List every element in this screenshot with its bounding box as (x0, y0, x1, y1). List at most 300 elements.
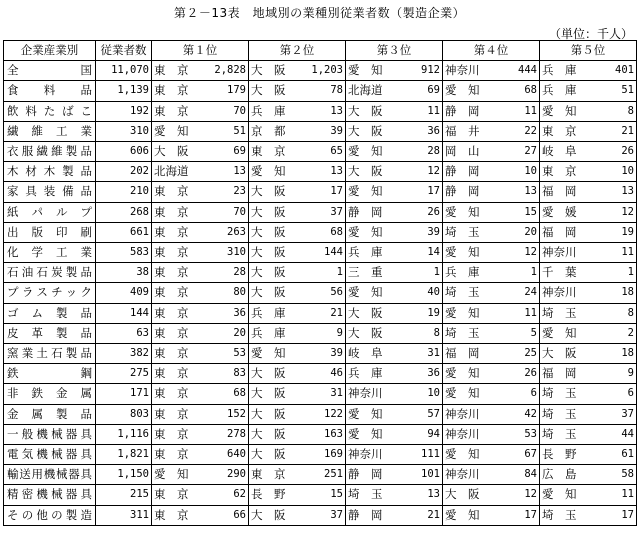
rank2-prefecture-cell: 長 野 (249, 485, 301, 505)
rank3-value-cell: 36 (398, 121, 443, 141)
employees-cell: 215 (96, 485, 152, 505)
rank2-prefecture-cell: 兵 庫 (249, 303, 301, 323)
rank5-prefecture-cell: 広 島 (540, 465, 592, 485)
rank4-value-cell: 20 (495, 222, 540, 242)
rank3-prefecture-cell: 静 岡 (346, 505, 398, 525)
table-row (4, 61, 637, 81)
rank5-prefecture-cell: 愛 知 (540, 323, 592, 343)
rank3-value-cell: 13 (398, 485, 443, 505)
rank4-prefecture-cell: 兵 庫 (443, 263, 495, 283)
rank1-prefecture-cell: 東 京 (152, 243, 204, 263)
table-row (4, 344, 637, 364)
rank3-prefecture-cell: 三 重 (346, 263, 398, 283)
table-row (4, 424, 637, 444)
table-row (4, 404, 637, 424)
rank4-prefecture-cell: 神奈川 (443, 424, 495, 444)
rank1-prefecture-cell: 東 京 (152, 182, 204, 202)
rank2-value-cell: 21 (301, 303, 346, 323)
rank1-value-cell: 263 (204, 222, 249, 242)
rank2-prefecture-cell: 大 阪 (249, 202, 301, 222)
table-row (4, 445, 637, 465)
rank2-prefecture-cell: 大 阪 (249, 263, 301, 283)
rank5-value-cell: 1 (592, 263, 637, 283)
rank1-prefecture-cell: 東 京 (152, 283, 204, 303)
rank5-value-cell: 21 (592, 121, 637, 141)
employees-cell: 1,150 (96, 465, 152, 485)
rank2-prefecture-cell: 大 阪 (249, 404, 301, 424)
rank4-prefecture-cell: 愛 知 (443, 202, 495, 222)
rank1-prefecture-cell: 東 京 (152, 505, 204, 525)
employees-cell: 409 (96, 283, 152, 303)
rank1-prefecture-cell: 東 京 (152, 222, 204, 242)
rank2-value-cell: 13 (301, 162, 346, 182)
rank3-value-cell: 69 (398, 81, 443, 101)
rank1-value-cell: 290 (204, 465, 249, 485)
employees-cell: 803 (96, 404, 152, 424)
rank4-value-cell: 53 (495, 424, 540, 444)
rank5-value-cell: 58 (592, 465, 637, 485)
table-row (4, 465, 637, 485)
rank2-value-cell: 9 (301, 323, 346, 343)
rank3-value-cell: 8 (398, 323, 443, 343)
rank4-prefecture-cell: 愛 知 (443, 505, 495, 525)
table-title: 第２－13表 地域別の業種別従業者数（製造企業） (173, 6, 466, 20)
rank1-prefecture-cell: 東 京 (152, 263, 204, 283)
rank5-prefecture-cell: 兵 庫 (540, 81, 592, 101)
rank3-prefecture-cell: 愛 知 (346, 424, 398, 444)
rank4-value-cell: 68 (495, 81, 540, 101)
rank1-prefecture-cell: 北海道 (152, 162, 204, 182)
header-rank1: 第１位 (152, 41, 249, 61)
industry-cell: 飲料たばこ (4, 101, 96, 121)
rank2-prefecture-cell: 愛 知 (249, 344, 301, 364)
industry-cell: 食料品 (4, 81, 96, 101)
employees-cell: 1,139 (96, 81, 152, 101)
rank1-prefecture-cell: 東 京 (152, 323, 204, 343)
rank3-value-cell: 28 (398, 142, 443, 162)
rank3-prefecture-cell: 静 岡 (346, 202, 398, 222)
industry-cell: 衣服繊維製品 (4, 142, 96, 162)
rank3-value-cell: 111 (398, 445, 443, 465)
rank4-value-cell: 84 (495, 465, 540, 485)
rank1-value-cell: 53 (204, 344, 249, 364)
rank3-value-cell: 19 (398, 303, 443, 323)
rank1-value-cell: 68 (204, 384, 249, 404)
header-rank4: 第４位 (443, 41, 540, 61)
employees-cell: 11,070 (96, 61, 152, 81)
rank3-value-cell: 11 (398, 101, 443, 121)
rank2-prefecture-cell: 大 阪 (249, 445, 301, 465)
rank3-prefecture-cell: 静 岡 (346, 465, 398, 485)
rank5-prefecture-cell: 東 京 (540, 121, 592, 141)
rank1-prefecture-cell: 東 京 (152, 424, 204, 444)
rank5-value-cell: 18 (592, 344, 637, 364)
rank3-value-cell: 57 (398, 404, 443, 424)
rank2-value-cell: 78 (301, 81, 346, 101)
rank5-value-cell: 6 (592, 384, 637, 404)
rank4-prefecture-cell: 神奈川 (443, 61, 495, 81)
rank3-value-cell: 31 (398, 344, 443, 364)
employees-cell: 171 (96, 384, 152, 404)
rank3-value-cell: 1 (398, 263, 443, 283)
rank4-prefecture-cell: 埼 玉 (443, 222, 495, 242)
table-row (4, 303, 637, 323)
industry-cell: ゴム製品 (4, 303, 96, 323)
industry-cell: プラスチック (4, 283, 96, 303)
rank3-prefecture-cell: 大 阪 (346, 121, 398, 141)
rank2-value-cell: 13 (301, 101, 346, 121)
rank4-prefecture-cell: 埼 玉 (443, 283, 495, 303)
rank4-value-cell: 25 (495, 344, 540, 364)
rank4-value-cell: 11 (495, 101, 540, 121)
rank1-value-cell: 179 (204, 81, 249, 101)
rank1-value-cell: 13 (204, 162, 249, 182)
rank1-prefecture-cell: 愛 知 (152, 465, 204, 485)
rank3-prefecture-cell: 大 阪 (346, 162, 398, 182)
rank4-value-cell: 10 (495, 162, 540, 182)
rank5-value-cell: 11 (592, 485, 637, 505)
rank5-prefecture-cell: 埼 玉 (540, 303, 592, 323)
rank5-value-cell: 51 (592, 81, 637, 101)
rank4-value-cell: 5 (495, 323, 540, 343)
table-row (4, 142, 637, 162)
rank1-value-cell: 23 (204, 182, 249, 202)
table-row (4, 101, 637, 121)
rank4-prefecture-cell: 埼 玉 (443, 323, 495, 343)
employees-cell: 310 (96, 121, 152, 141)
rank5-value-cell: 26 (592, 142, 637, 162)
table-row (4, 182, 637, 202)
table-row (4, 202, 637, 222)
employees-cell: 38 (96, 263, 152, 283)
rank2-value-cell: 68 (301, 222, 346, 242)
rank2-prefecture-cell: 東 京 (249, 465, 301, 485)
rank5-prefecture-cell: 福 岡 (540, 364, 592, 384)
rank4-prefecture-cell: 神奈川 (443, 404, 495, 424)
rank2-value-cell: 39 (301, 121, 346, 141)
industry-cell: 非鉄金属 (4, 384, 96, 404)
rank3-prefecture-cell: 愛 知 (346, 182, 398, 202)
table-row (4, 162, 637, 182)
employees-cell: 144 (96, 303, 152, 323)
rank1-prefecture-cell: 東 京 (152, 485, 204, 505)
employees-cell: 311 (96, 505, 152, 525)
rank3-value-cell: 17 (398, 182, 443, 202)
rank3-value-cell: 912 (398, 61, 443, 81)
rank3-prefecture-cell: 大 阪 (346, 323, 398, 343)
rank2-value-cell: 46 (301, 364, 346, 384)
rank1-value-cell: 80 (204, 283, 249, 303)
rank1-prefecture-cell: 東 京 (152, 364, 204, 384)
rank5-prefecture-cell: 神奈川 (540, 283, 592, 303)
rank2-prefecture-cell: 愛 知 (249, 162, 301, 182)
industry-cell: 出版印刷 (4, 222, 96, 242)
table-row (4, 121, 637, 141)
rank2-prefecture-cell: 大 阪 (249, 182, 301, 202)
industry-cell: 皮革製品 (4, 323, 96, 343)
rank3-prefecture-cell: 愛 知 (346, 222, 398, 242)
table-body (4, 61, 637, 526)
rank4-value-cell: 27 (495, 142, 540, 162)
rank1-prefecture-cell: 東 京 (152, 445, 204, 465)
rank5-value-cell: 13 (592, 182, 637, 202)
rank1-value-cell: 152 (204, 404, 249, 424)
rank5-prefecture-cell: 愛 知 (540, 101, 592, 121)
rank5-value-cell: 37 (592, 404, 637, 424)
employees-cell: 210 (96, 182, 152, 202)
table-row (4, 323, 637, 343)
rank2-prefecture-cell: 兵 庫 (249, 101, 301, 121)
employees-cell: 382 (96, 344, 152, 364)
industry-cell: 繊維工業 (4, 121, 96, 141)
rank2-prefecture-cell: 兵 庫 (249, 323, 301, 343)
table-row (4, 243, 637, 263)
rank5-value-cell: 8 (592, 101, 637, 121)
table-row (4, 263, 637, 283)
rank5-value-cell: 8 (592, 303, 637, 323)
industry-cell: 家具装備品 (4, 182, 96, 202)
rank2-prefecture-cell: 東 京 (249, 142, 301, 162)
rank1-value-cell: 20 (204, 323, 249, 343)
rank3-prefecture-cell: 愛 知 (346, 404, 398, 424)
rank1-value-cell: 278 (204, 424, 249, 444)
rank5-prefecture-cell: 千 葉 (540, 263, 592, 283)
rank3-prefecture-cell: 兵 庫 (346, 364, 398, 384)
employees-table (3, 40, 637, 526)
rank4-value-cell: 17 (495, 505, 540, 525)
rank3-value-cell: 14 (398, 243, 443, 263)
table-row (4, 505, 637, 525)
rank5-value-cell: 61 (592, 445, 637, 465)
rank3-value-cell: 94 (398, 424, 443, 444)
rank2-prefecture-cell: 大 阪 (249, 81, 301, 101)
rank4-prefecture-cell: 大 阪 (443, 485, 495, 505)
industry-cell: 窯業土石製品 (4, 344, 96, 364)
rank4-prefecture-cell: 愛 知 (443, 384, 495, 404)
rank4-prefecture-cell: 愛 知 (443, 81, 495, 101)
rank1-value-cell: 69 (204, 142, 249, 162)
rank2-prefecture-cell: 大 阪 (249, 61, 301, 81)
rank5-prefecture-cell: 埼 玉 (540, 384, 592, 404)
rank2-prefecture-cell: 大 阪 (249, 243, 301, 263)
rank4-value-cell: 26 (495, 364, 540, 384)
rank1-value-cell: 51 (204, 121, 249, 141)
rank3-prefecture-cell: 大 阪 (346, 303, 398, 323)
rank1-value-cell: 66 (204, 505, 249, 525)
rank2-prefecture-cell: 京 都 (249, 121, 301, 141)
rank1-value-cell: 2,828 (204, 61, 249, 81)
rank5-prefecture-cell: 愛 媛 (540, 202, 592, 222)
rank3-prefecture-cell: 愛 知 (346, 61, 398, 81)
rank5-value-cell: 11 (592, 243, 637, 263)
rank4-prefecture-cell: 静 岡 (443, 182, 495, 202)
rank5-prefecture-cell: 大 阪 (540, 344, 592, 364)
employees-cell: 606 (96, 142, 152, 162)
rank3-prefecture-cell: 愛 知 (346, 142, 398, 162)
employees-cell: 63 (96, 323, 152, 343)
rank2-value-cell: 163 (301, 424, 346, 444)
rank4-prefecture-cell: 静 岡 (443, 101, 495, 121)
rank3-value-cell: 12 (398, 162, 443, 182)
rank1-prefecture-cell: 東 京 (152, 61, 204, 81)
rank4-value-cell: 1 (495, 263, 540, 283)
rank4-prefecture-cell: 岡 山 (443, 142, 495, 162)
rank3-prefecture-cell: 埼 玉 (346, 485, 398, 505)
rank1-prefecture-cell: 東 京 (152, 303, 204, 323)
rank4-value-cell: 11 (495, 303, 540, 323)
rank1-value-cell: 70 (204, 202, 249, 222)
rank2-value-cell: 251 (301, 465, 346, 485)
rank5-value-cell: 10 (592, 162, 637, 182)
rank4-value-cell: 12 (495, 243, 540, 263)
header-employees: 従業者数 (96, 41, 152, 61)
rank2-value-cell: 37 (301, 202, 346, 222)
rank5-value-cell: 2 (592, 323, 637, 343)
industry-cell: 電気機械器具 (4, 445, 96, 465)
rank4-prefecture-cell: 愛 知 (443, 303, 495, 323)
rank4-prefecture-cell: 愛 知 (443, 364, 495, 384)
rank4-value-cell: 67 (495, 445, 540, 465)
rank2-value-cell: 37 (301, 505, 346, 525)
rank3-value-cell: 10 (398, 384, 443, 404)
employees-cell: 202 (96, 162, 152, 182)
rank2-prefecture-cell: 大 阪 (249, 222, 301, 242)
rank5-value-cell: 9 (592, 364, 637, 384)
rank3-value-cell: 39 (398, 222, 443, 242)
rank3-value-cell: 40 (398, 283, 443, 303)
employees-cell: 1,821 (96, 445, 152, 465)
rank5-value-cell: 401 (592, 61, 637, 81)
header-rank2: 第２位 (249, 41, 346, 61)
rank3-value-cell: 21 (398, 505, 443, 525)
rank2-value-cell: 17 (301, 182, 346, 202)
unit-label: （単位：千人） (548, 27, 633, 41)
rank2-prefecture-cell: 大 阪 (249, 384, 301, 404)
rank5-prefecture-cell: 兵 庫 (540, 61, 592, 81)
rank4-prefecture-cell: 福 岡 (443, 344, 495, 364)
rank5-value-cell: 17 (592, 505, 637, 525)
rank2-prefecture-cell: 大 阪 (249, 505, 301, 525)
employees-cell: 268 (96, 202, 152, 222)
rank3-prefecture-cell: 北海道 (346, 81, 398, 101)
rank4-prefecture-cell: 静 岡 (443, 162, 495, 182)
table-row (4, 222, 637, 242)
rank5-prefecture-cell: 埼 玉 (540, 404, 592, 424)
rank1-prefecture-cell: 愛 知 (152, 121, 204, 141)
employees-cell: 583 (96, 243, 152, 263)
rank4-value-cell: 24 (495, 283, 540, 303)
rank1-value-cell: 62 (204, 485, 249, 505)
rank1-value-cell: 640 (204, 445, 249, 465)
rank1-value-cell: 310 (204, 243, 249, 263)
rank4-value-cell: 12 (495, 485, 540, 505)
table-row (4, 283, 637, 303)
rank1-prefecture-cell: 大 阪 (152, 142, 204, 162)
rank4-value-cell: 42 (495, 404, 540, 424)
rank4-prefecture-cell: 愛 知 (443, 445, 495, 465)
rank4-value-cell: 13 (495, 182, 540, 202)
table-row (4, 81, 637, 101)
rank3-prefecture-cell: 愛 知 (346, 283, 398, 303)
rank3-prefecture-cell: 神奈川 (346, 384, 398, 404)
rank2-value-cell: 1,203 (301, 61, 346, 81)
employees-cell: 1,116 (96, 424, 152, 444)
rank2-prefecture-cell: 大 阪 (249, 424, 301, 444)
rank1-prefecture-cell: 東 京 (152, 344, 204, 364)
rank1-prefecture-cell: 東 京 (152, 81, 204, 101)
rank5-prefecture-cell: 福 岡 (540, 182, 592, 202)
rank3-prefecture-cell: 兵 庫 (346, 243, 398, 263)
industry-cell: 輸送用機械器具 (4, 465, 96, 485)
industry-cell: 鉄鋼 (4, 364, 96, 384)
header-rank3: 第３位 (346, 41, 443, 61)
rank2-value-cell: 56 (301, 283, 346, 303)
industry-cell: 一般機械器具 (4, 424, 96, 444)
rank1-prefecture-cell: 東 京 (152, 101, 204, 121)
rank2-prefecture-cell: 大 阪 (249, 283, 301, 303)
rank5-prefecture-cell: 東 京 (540, 162, 592, 182)
rank2-value-cell: 122 (301, 404, 346, 424)
rank3-prefecture-cell: 岐 阜 (346, 344, 398, 364)
industry-cell: 全国 (4, 61, 96, 81)
header-row (4, 41, 637, 61)
industry-cell: その他の製造 (4, 505, 96, 525)
rank3-prefecture-cell: 神奈川 (346, 445, 398, 465)
rank2-prefecture-cell: 大 阪 (249, 364, 301, 384)
industry-cell: 石油石炭製品 (4, 263, 96, 283)
table-row (4, 364, 637, 384)
table-row (4, 485, 637, 505)
rank4-value-cell: 15 (495, 202, 540, 222)
rank3-prefecture-cell: 大 阪 (346, 101, 398, 121)
rank2-value-cell: 39 (301, 344, 346, 364)
rank5-prefecture-cell: 埼 玉 (540, 424, 592, 444)
rank5-prefecture-cell: 福 岡 (540, 222, 592, 242)
rank1-prefecture-cell: 東 京 (152, 404, 204, 424)
rank4-value-cell: 6 (495, 384, 540, 404)
rank4-value-cell: 444 (495, 61, 540, 81)
rank5-prefecture-cell: 埼 玉 (540, 505, 592, 525)
rank2-value-cell: 15 (301, 485, 346, 505)
rank1-prefecture-cell: 東 京 (152, 384, 204, 404)
rank2-value-cell: 144 (301, 243, 346, 263)
industry-cell: 紙パルプ (4, 202, 96, 222)
rank5-value-cell: 18 (592, 283, 637, 303)
industry-cell: 木材木製品 (4, 162, 96, 182)
rank5-prefecture-cell: 神奈川 (540, 243, 592, 263)
industry-cell: 金属製品 (4, 404, 96, 424)
rank5-prefecture-cell: 愛 知 (540, 485, 592, 505)
rank4-prefecture-cell: 愛 知 (443, 243, 495, 263)
industry-cell: 化学工業 (4, 243, 96, 263)
employees-cell: 661 (96, 222, 152, 242)
table-row (4, 384, 637, 404)
rank5-value-cell: 44 (592, 424, 637, 444)
rank5-prefecture-cell: 長 野 (540, 445, 592, 465)
rank1-value-cell: 28 (204, 263, 249, 283)
rank2-value-cell: 1 (301, 263, 346, 283)
rank4-prefecture-cell: 福 井 (443, 121, 495, 141)
rank4-prefecture-cell: 神奈川 (443, 465, 495, 485)
rank3-value-cell: 36 (398, 364, 443, 384)
rank2-value-cell: 169 (301, 445, 346, 465)
rank3-value-cell: 101 (398, 465, 443, 485)
rank2-value-cell: 31 (301, 384, 346, 404)
employees-cell: 275 (96, 364, 152, 384)
rank5-prefecture-cell: 岐 阜 (540, 142, 592, 162)
rank2-value-cell: 65 (301, 142, 346, 162)
header-industry: 企業産業別 (4, 41, 96, 61)
